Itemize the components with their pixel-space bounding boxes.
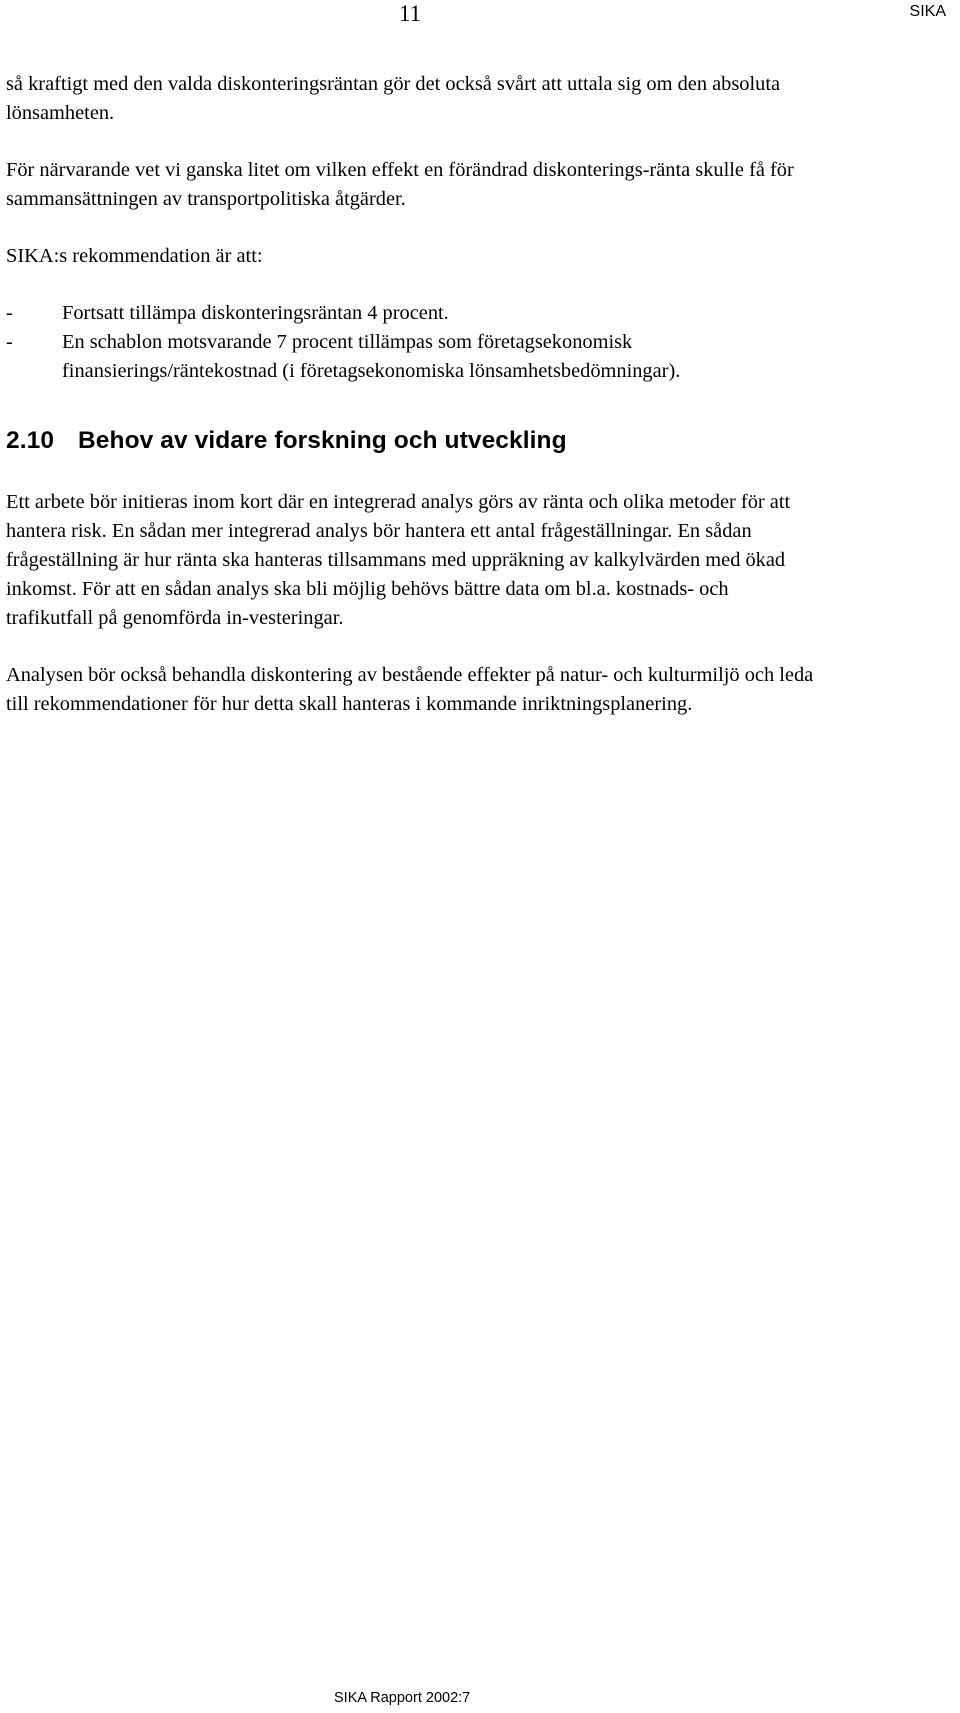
research-paragraph: Ett arbete bör initieras inom kort där en integrerad analys görs av ränta och olika metoder för att hantera risk. En sådan mer integrerad analys bör hantera ett antal frågeställningar. En sådan frågeställning är hur ränta ska hanteras tillsammans med uppräkning av kalkylvärden med ökad inkomst. För att en sådan analys ska bli möjlig behövs bättre data om bl.a. kostnads- och trafikutfall på genomförda in-vesteringar. [6, 491, 791, 629]
section-title: Behov av vidare forskning och utveckling [78, 427, 567, 454]
list-item [6, 299, 816, 328]
intro-continuation-paragraph: så kraftigt med den valda diskonteringsräntan gör det också svårt att uttala sig om den absoluta lönsamheten. [6, 73, 781, 124]
recommendation-list [6, 299, 816, 386]
footer-report-label: SIKA Rapport 2002:7 [334, 1690, 471, 1706]
section-number: 2.10 [6, 427, 55, 454]
list-item-text: En schablon motsvarande 7 procent tillämpas som företagsekonomisk finansierings/räntekostnad (i företagsekonomiska lönsamhetsbedömningar). [62, 331, 681, 382]
bullet-dash: - [6, 331, 13, 353]
document-body [6, 70, 816, 747]
section-heading [6, 426, 816, 456]
list-item-text: Fortsatt tillämpa diskonteringsräntan 4 procent. [62, 302, 449, 324]
environment-paragraph: Analysen bör också behandla diskontering av bestående effekter på natur- och kulturmiljö och leda till rekommendationer för hur detta skall hanteras i kommande inriktningsplanering. [6, 664, 814, 715]
page-number: 11 [399, 1, 422, 26]
list-item [6, 328, 816, 386]
bullet-dash: - [6, 302, 13, 324]
knowledge-gap-paragraph: För närvarande vet vi ganska litet om vilken effekt en förändrad diskonterings-ränta skulle få för sammansättningen av transportpolitiska åtgärder. [6, 159, 794, 210]
header-brand: SIKA [909, 3, 946, 20]
recommendation-intro: SIKA:s rekommendation är att: [6, 245, 263, 267]
